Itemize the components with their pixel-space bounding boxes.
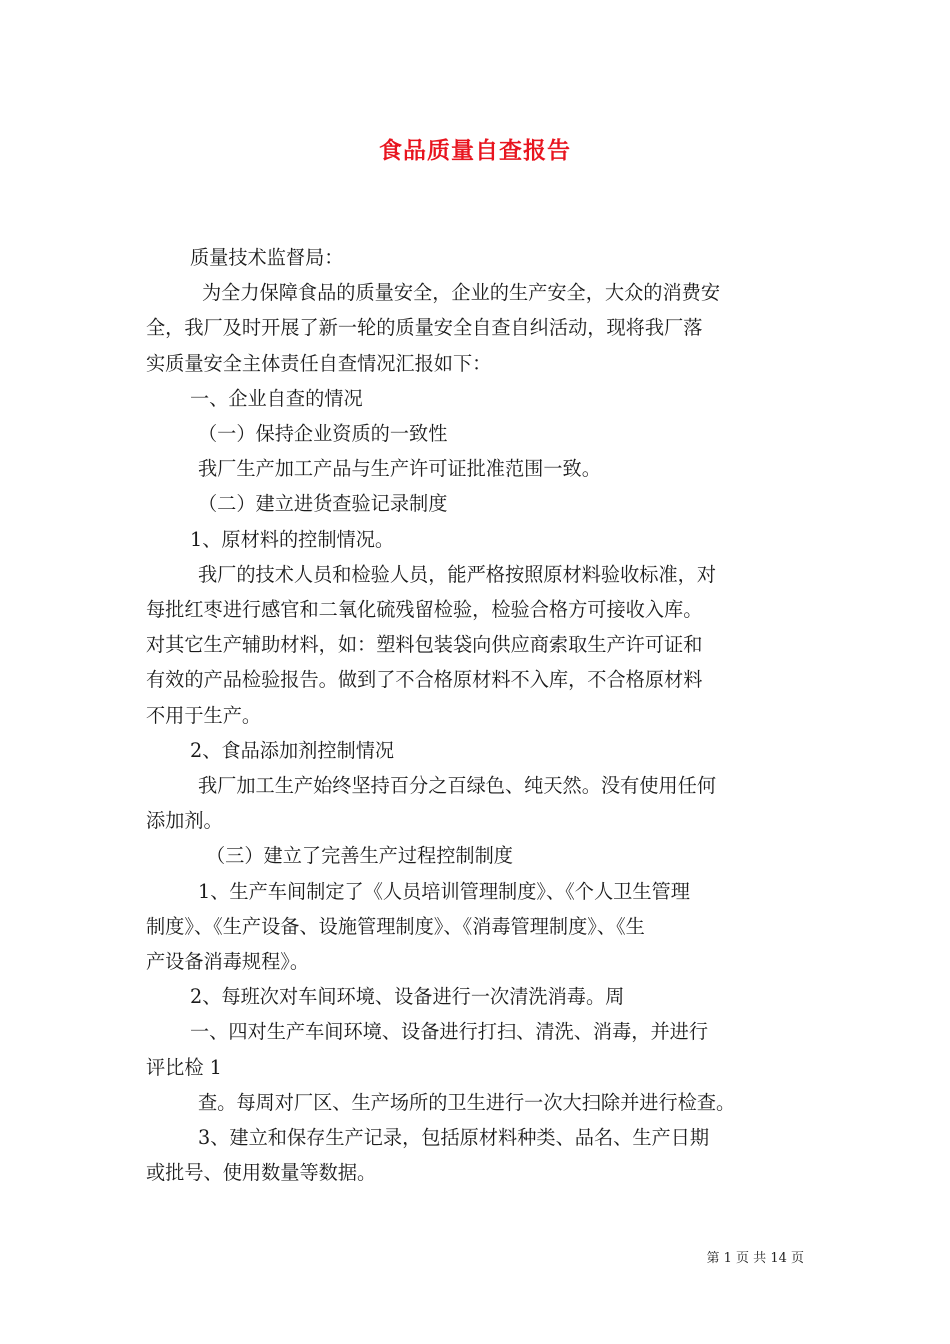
subsection-heading: （二）建立进货查验记录制度 (198, 492, 448, 516)
paragraph-line: 有效的产品检验报告。做到了不合格原材料不入库，不合格原材料 (146, 668, 703, 692)
item-heading: 1、原材料的控制情况。 (190, 527, 395, 551)
paragraph-line: 为全力保障食品的质量安全，企业的生产安全，大众的消费安 (202, 281, 721, 305)
page-number: 第 1 页 共 14 页 (706, 1251, 804, 1266)
paragraph-line: 或批号、使用数量等数据。 (146, 1161, 377, 1185)
paragraph-line: 实质量安全主体责任自查情况汇报如下： (146, 351, 492, 375)
paragraph-line: 2、每班次对车间环境、设备进行一次清洗消毒。周 (190, 985, 625, 1009)
paragraph-line: 我厂的技术人员和检验人员，能严格按照原材料验收标准，对 (198, 562, 717, 586)
paragraph-line: 不用于生产。 (146, 703, 262, 727)
paragraph-line: 添加剂。 (146, 809, 223, 833)
document-body (146, 240, 811, 1190)
subsection-heading: （一）保持企业资质的一致性 (198, 422, 448, 446)
paragraph-line: 我厂加工生产始终坚持百分之百绿色、纯天然。没有使用任何 (198, 774, 717, 798)
paragraph-line: 全，我厂及时开展了新一轮的质量安全自查自纠活动，现将我厂落 (146, 316, 703, 340)
paragraph-line: 制度》、《生产设备、设施管理制度》、《消毒管理制度》、《生 (146, 914, 645, 938)
paragraph-line: 3、建立和保存生产记录，包括原材料种类、品名、生产日期 (198, 1126, 710, 1150)
document-title: 食品质量自查报告 (379, 137, 571, 164)
paragraph-line: 产设备消毒规程》。 (146, 950, 310, 974)
paragraph-line: 一、四对生产车间环境、设备进行打扫、清洗、消毒，并进行 (190, 1020, 709, 1044)
paragraph-line: 查。每周对厂区、生产场所的卫生进行一次大扫除并进行检查。 (198, 1090, 736, 1114)
subsection-heading: （三）建立了完善生产过程控制制度 (206, 844, 513, 868)
paragraph-line: 我厂生产加工产品与生产许可证批准范围一致。 (198, 457, 601, 481)
item-heading: 2、食品添加剂控制情况 (190, 738, 395, 762)
paragraph-line: 每批红枣进行感官和二氧化硫残留检验，检验合格方可接收入库。 (146, 598, 703, 622)
paragraph-line: 1、生产车间制定了《人员培训管理制度》、《个人卫生管理 (198, 879, 690, 903)
section-heading: 一、企业自查的情况 (190, 386, 363, 410)
paragraph-line: 评比检 1 (146, 1055, 222, 1079)
paragraph-line: 对其它生产辅助材料，如：塑料包装袋向供应商索取生产许可证和 (146, 633, 703, 657)
salutation: 质量技术监督局： (190, 246, 344, 269)
